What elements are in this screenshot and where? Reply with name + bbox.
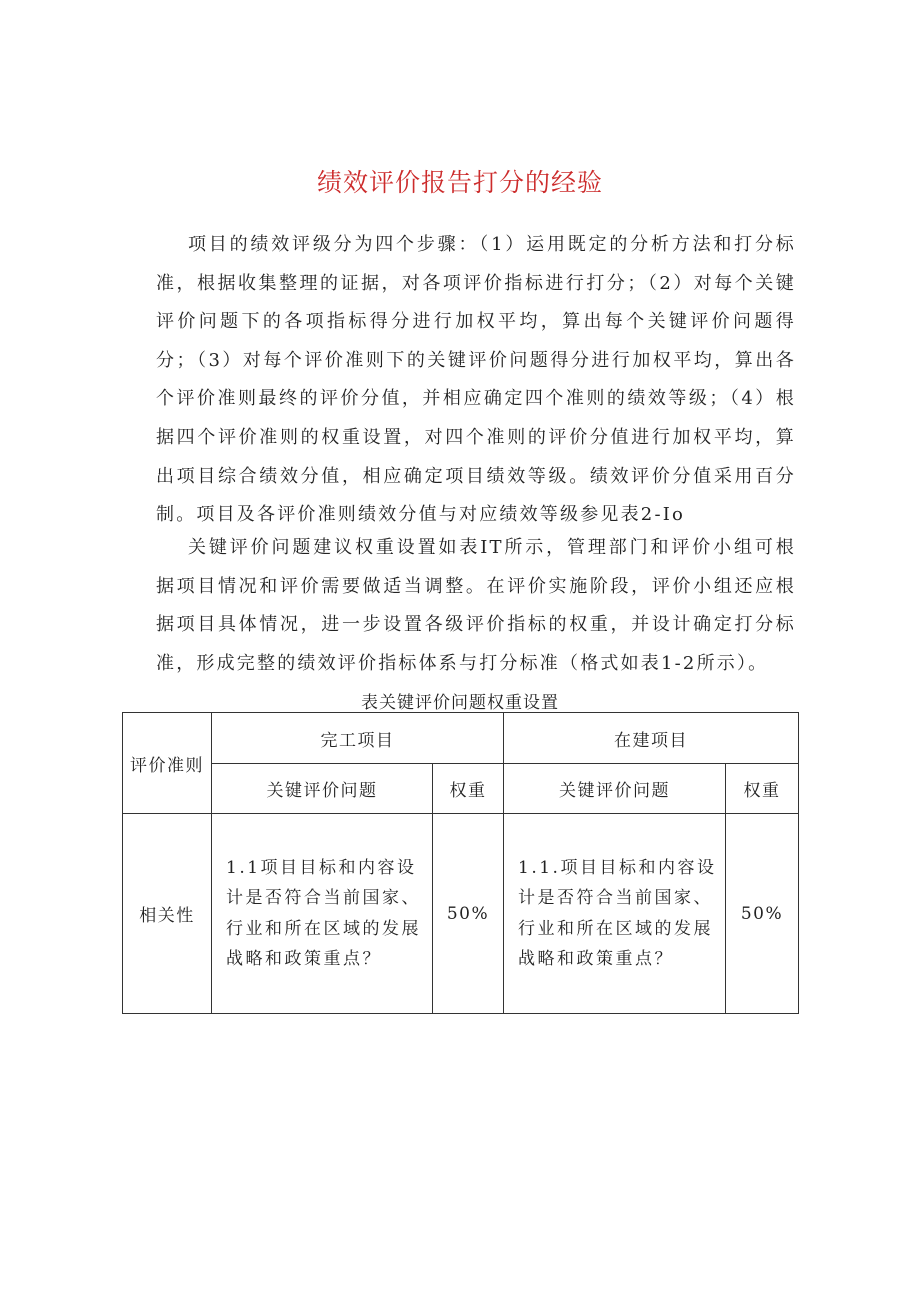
body-paragraph-weights: 关键评价问题建议权重设置如表IT所示，管理部门和评价小组可根据项目情况和评价需要做适当调整。在评价实施阶段，评价小组还应根据项目具体情况，进一步设置各级评价指标的权重，并设计确定打分标准，形成完整的绩效评价指标体系与打分标准（格式如表1-2所示）。 bbox=[156, 537, 796, 674]
criterion-cell: 相关性 bbox=[123, 814, 212, 1014]
completed-project-header: 完工项目 bbox=[212, 713, 504, 764]
ongoing-question-cell: 1.1.项目目标和内容设计是否符合当前国家、行业和所在区域的发展战略和政策重点？ bbox=[504, 814, 726, 1014]
table-header-row-groups bbox=[123, 713, 799, 764]
page-title: 绩效评价报告打分的经验 bbox=[316, 168, 603, 197]
ongoing-weight-cell: 50% bbox=[726, 814, 799, 1014]
ongoing-weight-header: 权重 bbox=[726, 764, 799, 814]
table-header-row-columns bbox=[123, 764, 799, 814]
completed-question-header: 关键评价问题 bbox=[212, 764, 433, 814]
table-caption: 表关键评价问题权重设置 bbox=[361, 693, 559, 713]
completed-weight-cell: 50% bbox=[433, 814, 504, 1014]
weights-table bbox=[122, 712, 799, 1014]
completed-weight-header: 权重 bbox=[433, 764, 504, 814]
table-row bbox=[123, 814, 799, 1014]
body-paragraph-steps: 项目的绩效评级分为四个步骤：（1）运用既定的分析方法和打分标准，根据收集整理的证据，对各项评价指标进行打分；（2）对每个关键评价问题下的各项指标得分进行加权平均，算出每个关键评价问题得分；（3）对每个评价准则下的关键评价问题得分进行加权平均，算出各个评价准则最终的评价分值，并相应确定四个准则的绩效等级；（4）根据四个评价准则的权重设置，对四个准则的评价分值进行加权平均，算出项目综合绩效分值，相应确定项目绩效等级。绩效评价分值采用百分制。项目及各评价准则绩效分值与对应绩效等级参见表2-Io bbox=[156, 234, 796, 526]
ongoing-question-header: 关键评价问题 bbox=[504, 764, 726, 814]
completed-question-cell: 1.1项目目标和内容设计是否符合当前国家、行业和所在区域的发展战略和政策重点？ bbox=[212, 814, 433, 1014]
ongoing-project-header: 在建项目 bbox=[504, 713, 799, 764]
criterion-header-cell: 评价准则 bbox=[123, 713, 212, 814]
